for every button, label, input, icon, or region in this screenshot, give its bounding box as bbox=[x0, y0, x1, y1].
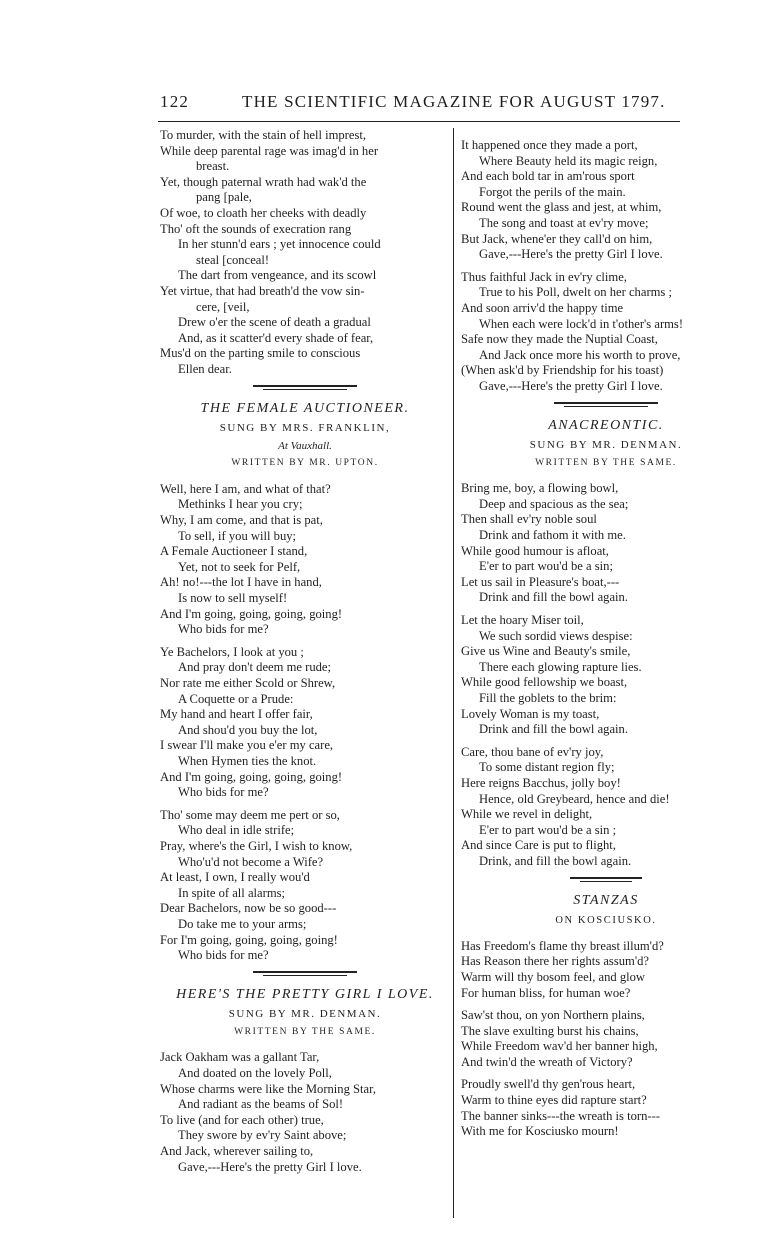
verse-line: Ah! no!---the lot I have in hand, bbox=[160, 575, 322, 590]
verse-line: Hence, old Greybeard, hence and die! bbox=[479, 791, 670, 806]
verse-line: Drink, and fill the bowl again. bbox=[479, 853, 632, 868]
verse-line: Drink and fill the bowl again. bbox=[479, 722, 628, 737]
verse-line: Why, I am come, and that is pat, bbox=[160, 513, 323, 528]
verse-line: The slave exulting burst his chains, bbox=[461, 1023, 639, 1038]
verse-line: Mus'd on the parting smile to conscious bbox=[160, 346, 361, 361]
verse-line: And pray don't deem me rude; bbox=[178, 660, 332, 675]
column-divider bbox=[453, 128, 454, 1218]
verse-line: Who bids for me? bbox=[178, 948, 269, 963]
verse-line: Who bids for me? bbox=[178, 622, 269, 637]
poem-subtitle: ON KOSCIUSKO. bbox=[555, 915, 657, 927]
verse-line: And each bold tar in am'rous sport bbox=[461, 169, 635, 184]
verse-line: While Freedom wav'd her banner high, bbox=[461, 1039, 658, 1054]
verse-line: With me for Kosciusko mourn! bbox=[461, 1124, 619, 1139]
verse-line: Methinks I hear you cry; bbox=[178, 497, 303, 512]
verse-line: breast. bbox=[196, 159, 230, 174]
verse-line: And I'm going, going, going, going! bbox=[160, 769, 343, 784]
verse-line: It happened once they made a port, bbox=[461, 138, 638, 152]
ornamental-rule bbox=[253, 385, 357, 393]
verse-line: Lovely Woman is my toast, bbox=[461, 706, 600, 721]
verse-line: When each were lock'd in t'other's arms! bbox=[479, 316, 684, 331]
verse-line: Pray, where's the Girl, I wish to know, bbox=[160, 838, 353, 853]
verse-line: Drink and fathom it with me. bbox=[479, 528, 626, 543]
verse-line: cere, [veil, bbox=[196, 299, 250, 314]
verse-line: Has Freedom's flame thy breast illum'd? bbox=[461, 938, 664, 953]
stanza bbox=[461, 939, 751, 1001]
verse-line: I swear I'll make you e'er my care, bbox=[160, 738, 334, 753]
song-title: THE FEMALE AUCTIONEER. bbox=[200, 400, 410, 416]
verse-line: Where Beauty held its magic reign, bbox=[479, 153, 658, 168]
verse-line: Deep and spacious as the sea; bbox=[479, 496, 629, 511]
verse-line: Ellen dear. bbox=[178, 361, 232, 376]
verse-line: The song and toast at ev'ry move; bbox=[479, 215, 649, 230]
verse-line: While deep parental rage was imag'd in her bbox=[160, 143, 379, 158]
verse-line: In spite of all alarms; bbox=[178, 885, 286, 900]
song-performer: SUNG BY MRS. FRANKLIN, bbox=[219, 422, 391, 435]
stanza bbox=[461, 270, 751, 395]
verse-line: Thus faithful Jack in ev'ry clime, bbox=[461, 269, 627, 284]
verse-line: Tho' oft the sounds of execration rang bbox=[160, 221, 352, 236]
verse-line: Dear Bachelors, now be so good--- bbox=[160, 901, 337, 916]
verse-line: Warm will thy bosom feel, and glow bbox=[461, 969, 646, 984]
verse-line: While we revel in delight, bbox=[461, 807, 593, 822]
song-author: WRITTEN BY THE SAME. bbox=[234, 1026, 376, 1037]
verse-line: Let the hoary Miser toil, bbox=[461, 613, 584, 628]
verse-line: Well, here I am, and what of that? bbox=[160, 481, 331, 496]
verse-line: My hand and heart I offer fair, bbox=[160, 707, 313, 722]
verse-line: Yet virtue, that had breath'd the vow sin- bbox=[160, 283, 365, 298]
verse-line: pang [pale, bbox=[196, 190, 252, 205]
verse-line: And twin'd the wreath of Victory? bbox=[461, 1054, 633, 1069]
verse-line: And Jack once more his worth to prove, bbox=[479, 347, 681, 362]
verse-line: And, as it scatter'd every shade of fear, bbox=[178, 330, 374, 345]
right-column bbox=[461, 138, 751, 1147]
verse-line: To some distant region fly; bbox=[479, 760, 615, 775]
page-header bbox=[160, 92, 680, 122]
verse-line: Warm to thine eyes did rapture start? bbox=[461, 1093, 647, 1108]
verse-line: Nor rate me either Scold or Shrew, bbox=[160, 676, 336, 690]
verse-line: Gave,---Here's the pretty Girl I love. bbox=[178, 1159, 362, 1174]
stanza bbox=[160, 1050, 450, 1175]
verse-line: The banner sinks---the wreath is torn--- bbox=[461, 1108, 660, 1123]
verse-line: Round went the glass and jest, at whim, bbox=[461, 200, 662, 215]
song-author: WRITTEN BY MR. UPTON. bbox=[231, 458, 379, 469]
verse-line: And shou'd you buy the lot, bbox=[178, 722, 318, 737]
stanza bbox=[461, 1077, 751, 1139]
verse-line: They swore by ev'ry Saint above; bbox=[178, 1128, 347, 1143]
verse-line: Gave,---Here's the pretty Girl I love. bbox=[479, 378, 663, 393]
stanza bbox=[160, 482, 450, 638]
verse-line: For I'm going, going, going, going! bbox=[160, 932, 338, 947]
verse-line: At least, I own, I really wou'd bbox=[160, 870, 310, 885]
song-performer: SUNG BY MR. DENMAN. bbox=[529, 439, 683, 452]
verse-line: Here reigns Bacchus, jolly boy! bbox=[461, 775, 621, 790]
verse-line: Who deal in idle strife; bbox=[178, 823, 295, 838]
verse-line: To sell, if you will buy; bbox=[178, 528, 297, 543]
verse-line: E'er to part wou'd be a sin; bbox=[479, 559, 613, 574]
verse-line: True to his Poll, dwelt on her charms ; bbox=[479, 285, 672, 300]
song-author: WRITTEN BY THE SAME. bbox=[535, 457, 677, 468]
verse-line: Ye Bachelors, I look at you ; bbox=[160, 644, 304, 659]
verse-line: Yet, though paternal wrath had wak'd the bbox=[160, 174, 367, 189]
verse-line: And since Care is put to flight, bbox=[461, 838, 616, 853]
verse-line: Then shall ev'ry noble soul bbox=[461, 512, 597, 527]
verse-line: (When ask'd by Friendship for his toast) bbox=[461, 363, 664, 378]
verse-line: The dart from vengeance, and its scowl bbox=[178, 268, 377, 283]
verse-line: Drink and fill the bowl again. bbox=[479, 590, 628, 605]
verse-line: Proudly swell'd thy gen'rous heart, bbox=[461, 1077, 636, 1092]
verse-line: But Jack, whene'er they call'd on him, bbox=[461, 231, 653, 246]
verse-line: Care, thou bane of ev'ry joy, bbox=[461, 744, 604, 759]
song-title: HERE'S THE PRETTY GIRL I LOVE. bbox=[176, 986, 434, 1002]
verse-line: There each glowing rapture lies. bbox=[479, 659, 642, 674]
verse-line: Yet, not to seek for Pelf, bbox=[178, 559, 301, 574]
stanza bbox=[461, 745, 751, 870]
verse-line: Safe now they made the Nuptial Coast, bbox=[461, 332, 658, 347]
verse-line: Saw'st thou, on yon Northern plains, bbox=[461, 1008, 645, 1023]
verse-line: To live (and for each other) true, bbox=[160, 1112, 324, 1127]
song-performer: SUNG BY MR. DENMAN. bbox=[228, 1008, 382, 1021]
ornamental-rule bbox=[554, 402, 658, 410]
verse-line: To murder, with the stain of hell imprest, bbox=[160, 128, 367, 142]
poem-continuation bbox=[160, 128, 450, 378]
verse-line: Tho' some may deem me pert or so, bbox=[160, 807, 340, 822]
verse-line: A Coquette or a Prude: bbox=[178, 691, 294, 706]
verse-line: In her stunn'd ears ; yet innocence could bbox=[178, 237, 381, 252]
verse-line: While good humour is afloat, bbox=[461, 543, 609, 558]
verse-line: Do take me to your arms; bbox=[178, 916, 307, 931]
verse-line: And radiant as the beams of Sol! bbox=[178, 1097, 344, 1112]
verse-line: E'er to part wou'd be a sin ; bbox=[479, 822, 617, 837]
verse-line: Who bids for me? bbox=[178, 785, 269, 800]
verse-line: We such sordid views despise: bbox=[479, 628, 633, 643]
header-rule bbox=[158, 121, 680, 122]
verse-line: Let us sail in Pleasure's boat,--- bbox=[461, 574, 620, 589]
stanza bbox=[461, 481, 751, 606]
verse-line: And Jack, wherever sailing to, bbox=[160, 1144, 314, 1159]
left-column bbox=[160, 128, 450, 1182]
verse-line: steal [conceal! bbox=[196, 252, 270, 267]
song-title: ANACREONTIC. bbox=[548, 417, 664, 433]
page-number: 122 bbox=[160, 92, 190, 111]
verse-line: While good fellowship we boast, bbox=[461, 675, 628, 690]
stanza bbox=[160, 645, 450, 801]
stanza bbox=[461, 613, 751, 738]
verse-line: When Hymen ties the knot. bbox=[178, 753, 317, 768]
song-venue: At Vauxhall. bbox=[278, 439, 332, 452]
stanza bbox=[461, 1008, 751, 1070]
verse-line: Is now to sell myself! bbox=[178, 591, 288, 606]
verse-line: Of woe, to cloath her cheeks with deadly bbox=[160, 205, 367, 220]
verse-line: And I'm going, going, going, going! bbox=[160, 606, 343, 621]
poem-title: STANZAS bbox=[573, 892, 639, 908]
verse-line: Gave,---Here's the pretty Girl I love. bbox=[479, 247, 663, 262]
verse-line: Jack Oakham was a gallant Tar, bbox=[160, 1050, 320, 1065]
stanza bbox=[160, 808, 450, 964]
verse-line: And doated on the lovely Poll, bbox=[178, 1066, 332, 1081]
running-title: THE SCIENTIFIC MAGAZINE FOR AUGUST 1797. bbox=[242, 92, 666, 111]
ornamental-rule bbox=[570, 877, 642, 885]
verse-line: For human bliss, for human woe? bbox=[461, 985, 631, 1000]
stanza bbox=[461, 138, 751, 263]
verse-line: Fill the goblets to the brim: bbox=[479, 691, 617, 705]
verse-line: Has Reason there her rights assum'd? bbox=[461, 954, 649, 969]
verse-line: Give us Wine and Beauty's smile, bbox=[461, 644, 631, 659]
verse-line: Bring me, boy, a flowing bowl, bbox=[461, 481, 619, 496]
verse-line: Whose charms were like the Morning Star, bbox=[160, 1081, 376, 1096]
verse-line: Drew o'er the scene of death a gradual bbox=[178, 315, 371, 330]
verse-line: Forgot the perils of the main. bbox=[479, 184, 626, 199]
verse-line: Who'u'd not become a Wife? bbox=[178, 854, 324, 869]
verse-line: A Female Auctioneer I stand, bbox=[160, 544, 308, 559]
ornamental-rule bbox=[253, 971, 357, 979]
verse-line: And soon arriv'd the happy time bbox=[461, 300, 624, 315]
